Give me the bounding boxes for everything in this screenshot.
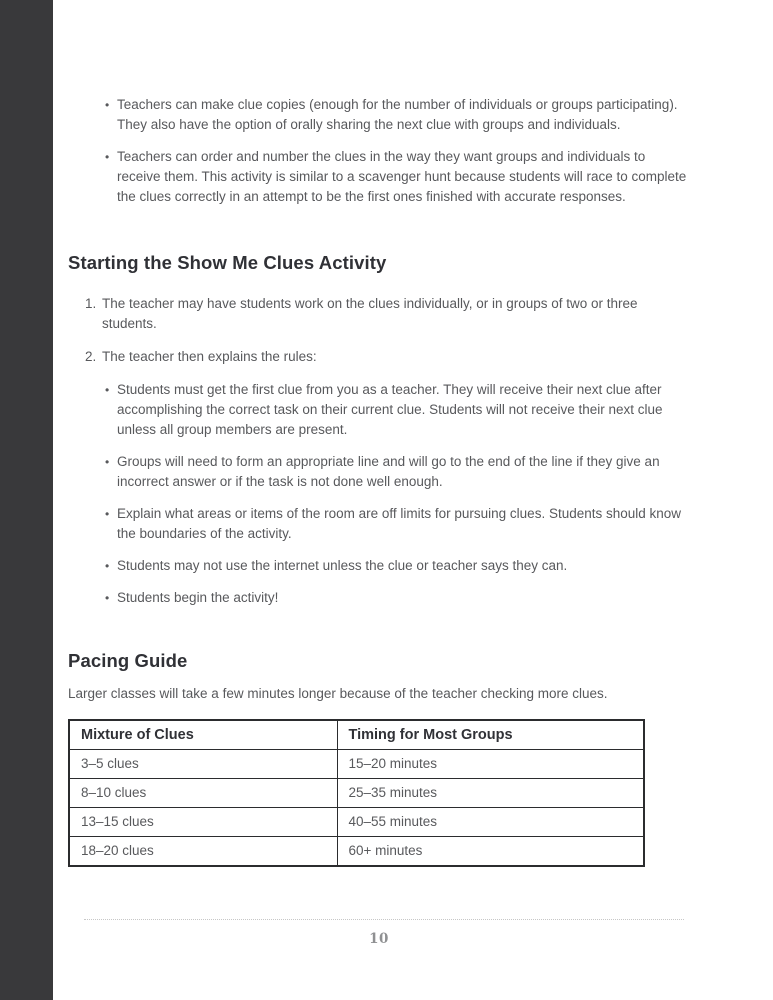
book-spine-bar [0,0,53,1000]
bullet-text: Teachers can make clue copies (enough for the number of individuals or groups participating). They also have the option of orally sharing the next clue with groups and individuals. [117,97,678,132]
table-row [69,779,644,808]
bullet-marker [105,380,117,440]
pacing-table [68,719,645,867]
bullet-marker [105,588,117,608]
step-number: 1. [85,296,97,311]
list-item [105,504,690,544]
table-row [69,808,644,837]
pacing-intro-paragraph: Larger classes will take a few minutes longer because of the teacher checking more clues. [68,686,608,701]
table-cell: 60+ minutes [337,837,644,867]
rules-list [68,380,690,608]
table-cell: 13–15 clues [69,808,337,837]
table-header-cell: Mixture of Clues [69,720,337,750]
table-cell: 8–10 clues [69,779,337,808]
bullet-marker [105,452,117,492]
section-heading-starting: Starting the Show Me Clues Activity [68,252,387,273]
list-item [105,95,690,135]
numbered-list-item [85,294,690,334]
table-header-row [69,720,644,750]
footer-divider [84,919,684,920]
step-text: The teacher then explains the rules: [102,349,317,364]
bullet-text: Groups will need to form an appropriate line and will go to the end of the line if they give an incorrect answer or if the task is not done well enough. [117,454,660,489]
table-cell: 25–35 minutes [337,779,644,808]
bullet-text: Teachers can order and number the clues in the way they want groups and individuals to receive them. This activity is similar to a scavenger hunt because students will race to complete the clues correctly in an attempt to be the first ones finished with accurate responses. [117,149,687,204]
table-row [69,837,644,867]
top-margin [68,0,690,95]
bullet-text: Students must get the first clue from you as a teacher. They will receive their next clue after accomplishing the correct task on their current clue. Students will not receive their next clue unless all group members are present. [117,382,663,437]
bullet-marker [105,147,117,207]
list-item [105,588,690,608]
bullet-text: Students begin the activity! [117,590,279,605]
bullet-marker [105,504,117,544]
step-number: 2. [85,349,97,364]
list-item [105,147,690,207]
numbered-list-item [85,347,690,367]
table-cell: 15–20 minutes [337,750,644,779]
bullet-marker [105,556,117,576]
table-cell: 18–20 clues [69,837,337,867]
table-cell: 3–5 clues [69,750,337,779]
page-content [68,0,690,867]
table-header-cell: Timing for Most Groups [337,720,644,750]
bullet-text: Students may not use the internet unless the clue or teacher says they can. [117,558,568,573]
bullet-text: Explain what areas or items of the room are off limits for pursuing clues. Students should know the boundaries of the activity. [117,506,682,541]
page-number: 10 [369,931,389,947]
section-heading-pacing: Pacing Guide [68,650,188,671]
table-cell: 40–55 minutes [337,808,644,837]
list-item [105,452,690,492]
list-item [105,556,690,576]
table-row [69,750,644,779]
list-item [105,380,690,440]
bullet-marker [105,95,117,135]
step-text: The teacher may have students work on the clues individually, or in groups of two or three students. [102,296,638,331]
